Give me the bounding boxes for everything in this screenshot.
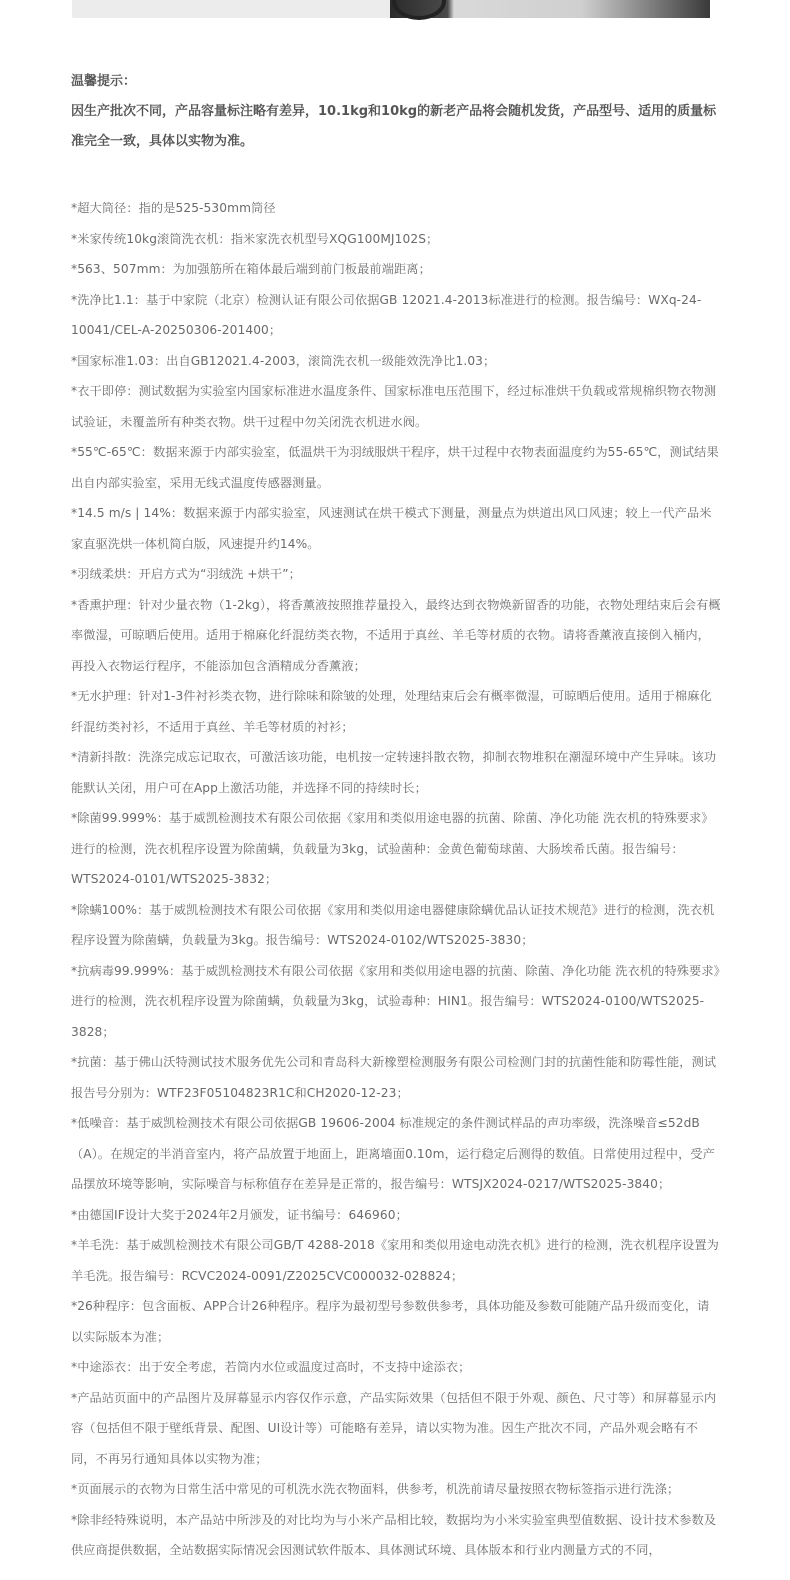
footnote-item: *563、507mm：为加强筋所在箱体最后端到前门板最前端距离； [71, 262, 431, 276]
footnote-item: *14.5 m/s | 14%：数据来源于内部实验室，风速测试在烘干模式下测量，测量点为烘道出风口风速；较上一代产品米家直驱洗烘一体机简白版，风速提升约14%。 [71, 506, 712, 551]
warm-tip-title: 温馨提示： [71, 74, 137, 89]
product-image-left [72, 0, 390, 18]
footnote-item: *除非经特殊说明，本产品站中所涉及的对比均为与小米产品相比较，数据均为小米实验室典型值数据、设计技术参数及供应商提供数据，全站数据实际情况会因测试软件版本、具体测试环境、具体版本和行业内测量方式的不同， [71, 1512, 717, 1557]
disclaimer-section [71, 71, 721, 1566]
footnote-item: *低噪音：基于威凯检测技术有限公司依据GB 19606-2004 标准规定的条件测试样品的声功率级，洗涤噪音≤52dB（A）。在规定的半消音室内，将产品放置于地面上，距离墙面0.10m，运行稳定后测得的数值。日常使用过程中，受产品摆放环境等影响，实际噪音与标称值存在差异是正常的，报告编号：WTSJX2024-0217/WTS2025-3840； [71, 1116, 715, 1191]
footnote-item: *羊毛洗：基于威凯检测技术有限公司GB/T 4288-2018《家用和类似用途电动洗衣机》进行的检测，洗衣机程序设置为羊毛洗。报告编号：RCVC2024-0091/Z2025CVC000032-028824； [71, 1238, 719, 1283]
footnote-item: *超大筒径：指的是525-530mm筒径 [71, 201, 276, 215]
product-image-strip [0, 0, 790, 22]
footnote-item: *产品站页面中的产品图片及屏幕显示内容仅作示意，产品实际效果（包括但不限于外观、颜色、尺寸等）和屏幕显示内容（包括但不限于壁纸背景、配图、UI设计等）可能略有差异，请以实物为准。因生产批次不同，产品外观会略有不同，不再另行通知具体以实物为准； [71, 1390, 717, 1466]
footnote-item: *香熏护理：针对少量衣物（1-2kg），将香薰液按照推荐量投入，最终达到衣物焕新留香的功能，衣物处理结束后会有概率微湿，可晾晒后使用。适用于棉麻化纤混纺类衣物，不适用于真丝、羊毛等材质的衣物。请将香薰液直接倒入桶内，再投入衣物运行程序，不能添加包含酒精成分香薰液； [71, 597, 721, 673]
footnote-item: *26种程序：包含面板、APP合计26种程序。程序为最初型号参数供参考，具体功能及参数可能随产品升级而变化，请以实际版本为准； [71, 1299, 710, 1344]
footnote-item: *除螨100%：基于威凯检测技术有限公司依据《家用和类似用途电器健康除螨优品认证技术规范》进行的检测，洗衣机程序设置为除菌螨，负载量为3kg。报告编号：WTS2024-0102/WTS2025-3830； [71, 902, 715, 947]
footnote-item: *页面展示的衣物为日常生活中常见的可机洗水洗衣物面料，供参考，机洗前请尽量按照衣物标签指示进行洗涤； [71, 1482, 680, 1496]
footnote-item: *抗菌：基于佛山沃特测试技术服务优先公司和青岛科大新橡塑检测服务有限公司检测门封的抗菌性能和防霉性能，测试报告号分别为：WTF23F05104823R1C和CH2020-12-23； [71, 1055, 717, 1100]
footnote-list [71, 193, 721, 1566]
footnote-item: *抗病毒99.999%：基于威凯检测技术有限公司依据《家用和类似用途电器的抗菌、除菌、净化功能 洗衣机的特殊要求》进行的检测，洗衣机程序设置为除菌螨，负载量为3kg，试验毒种：HIN1。报告编号：WTS2024-0100/WTS2025-3828； [71, 963, 720, 1039]
footnote-item: *清新抖散：洗涤完成忘记取衣，可激活该功能，电机按一定转速抖散衣物，抑制衣物堆积在潮湿环境中产生异味。该功能默认关闭，用户可在App上激活功能，并选择不同的持续时长； [71, 750, 717, 795]
warm-tip-text: 因生产批次不同，产品容量标注略有差异，10.1kg和10kg的新老产品将会随机发货，产品型号、适用的质量标准完全一致，具体以实物为准。 [71, 104, 717, 149]
footnote-item: *中途添衣：出于安全考虑，若筒内水位或温度过高时，不支持中途添衣； [71, 1360, 471, 1374]
footnote-item: *洗净比1.1：基于中家院（北京）检测认证有限公司依据GB 12021.4-2013标准进行的检测。报告编号：WXq-24-10041/CEL-A-20250306-201400； [71, 292, 702, 337]
footnote-item: *米家传统10kg滚筒洗衣机：指米家洗衣机型号XQG100MJ102S； [71, 231, 439, 246]
footnote-item: *55℃-65℃：数据来源于内部实验室，低温烘干为羽绒服烘干程序，烘干过程中衣物表面温度约为55-65℃，测试结果出自内部实验室，采用无线式温度传感器测量。 [71, 445, 719, 490]
footnote-item: *衣干即停：测试数据为实验室内国家标准进水温度条件、国家标准电压范围下，经过标准烘干负载或常规棉织物衣物测试验证，未覆盖所有种类衣物。烘干过程中勿关闭洗衣机进水阀。 [71, 384, 717, 429]
product-image-right [390, 0, 710, 18]
footnote-item: *无水护理：针对1-3件衬衫类衣物，进行除味和除皱的处理，处理结束后会有概率微湿，可晾晒后使用。适用于棉麻化纤混纺类衬衫，不适用于真丝、羊毛等材质的衬衫； [71, 689, 712, 734]
washer-drum-icon [392, 0, 446, 20]
footnote-item: *由德国IF设计大奖于2024年2月颁发，证书编号：646960； [71, 1207, 408, 1222]
footnote-item: *国家标准1.03：出自GB12021.4-2003，滚筒洗衣机一级能效洗净比1.03； [71, 353, 496, 368]
footnote-item: *除菌99.999%：基于威凯检测技术有限公司依据《家用和类似用途电器的抗菌、除菌、净化功能 洗衣机的特殊要求》进行的检测，洗衣机程序设置为除菌螨，负载量为3kg，试验菌种：金黄色葡萄球菌、大肠埃希氏菌。报告编号：WTS2024-0101/WTS2025-3832； [71, 811, 714, 886]
footnote-item: *羽绒柔烘：开启方式为“羽绒洗 +烘干”； [71, 567, 301, 581]
